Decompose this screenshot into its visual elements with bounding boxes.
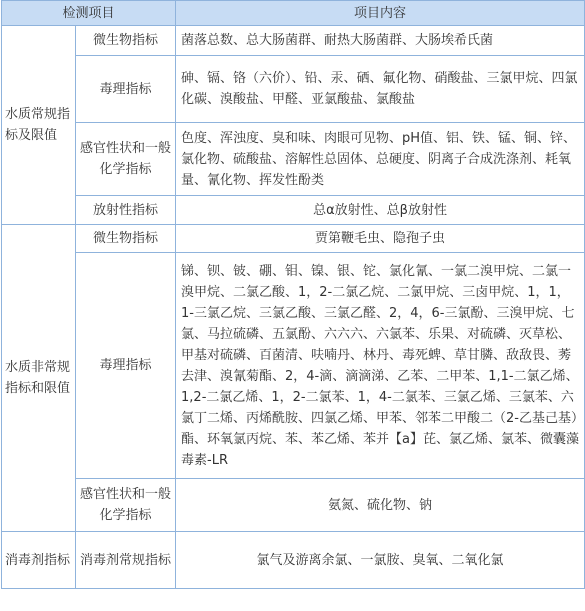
table-row xyxy=(2,56,585,123)
table-header-row xyxy=(2,1,585,26)
table-row xyxy=(2,225,585,253)
category-cell: 消毒剂指标 xyxy=(2,532,76,589)
table-row xyxy=(2,123,585,196)
content-cell: 总α放射性、总β放射性 xyxy=(176,196,585,225)
subcategory-cell: 放射性指标 xyxy=(76,196,176,225)
inspection-items-table xyxy=(1,0,585,589)
subcategory-cell: 感官性状和一般化学指标 xyxy=(76,479,176,532)
table-row xyxy=(2,196,585,225)
subcategory-cell: 感官性状和一般化学指标 xyxy=(76,123,176,196)
subcategory-cell: 微生物指标 xyxy=(76,225,176,253)
content-cell: 氯气及游离余氯、一氯胺、臭氧、二氧化氯 xyxy=(176,532,585,589)
table-row xyxy=(2,26,585,56)
subcategory-cell: 消毒剂常规指标 xyxy=(76,532,176,589)
table-row xyxy=(2,532,585,589)
category-cell: 水质常规指标及限值 xyxy=(2,26,76,225)
content-cell: 氨氮、硫化物、钠 xyxy=(176,479,585,532)
subcategory-cell: 毒理指标 xyxy=(76,253,176,479)
category-cell: 水质非常规指标和限值 xyxy=(2,225,76,532)
content-cell: 菌落总数、总大肠菌群、耐热大肠菌群、大肠埃希氏菌 xyxy=(176,26,585,56)
content-cell: 砷、镉、铬（六价）、铅、汞、硒、氟化物、硝酸盐、三氯甲烷、四氯化碳、溴酸盐、甲醛、亚氯酸盐、氯酸盐 xyxy=(176,56,585,123)
content-cell: 色度、浑浊度、臭和味、肉眼可见物、pH值、铝、铁、锰、铜、锌、氯化物、硫酸盐、溶解性总固体、总硬度、阴离子合成洗涤剂、耗氧量、氰化物、挥发性酚类 xyxy=(176,123,585,196)
header-item-content: 项目内容 xyxy=(176,1,585,26)
table-row xyxy=(2,479,585,532)
content-cell: 锑、钡、铍、硼、钼、镍、银、铊、氯化氰、一氯二溴甲烷、二氯一溴甲烷、二氯乙酸、1，2-二氯乙烷、二氯甲烷、三卤甲烷、1，1，1-三氯乙烷、三氯乙酸、三氯乙醛、2，4，6-三氯酚、三溴甲烷、七氯、马拉硫磷、五氯酚、六六六、六氯苯、乐果、对硫磷、灭草松、甲基对硫磷、百菌清、呋喃丹、林丹、毒死蜱、草甘膦、敌敌畏、莠去津、溴氰菊酯、2，4-滴、滴滴涕、乙苯、二甲苯、1,1-二氯乙烯、1,2-二氯乙烯、1，2-二氯苯、1，4-二氯苯、三氯乙烯、三氯苯、六氯丁二烯、丙烯酰胺、四氯乙烯、甲苯、邻苯二甲酸二（2-乙基己基）酯、环氧氯丙烷、苯、苯乙烯、苯并【a】芘、氯乙烯、氯苯、微囊藻毒素-LR xyxy=(176,253,585,479)
subcategory-cell: 毒理指标 xyxy=(76,56,176,123)
table-row xyxy=(2,253,585,479)
subcategory-cell: 微生物指标 xyxy=(76,26,176,56)
content-cell: 贾第鞭毛虫、隐孢子虫 xyxy=(176,225,585,253)
header-inspection-item: 检测项目 xyxy=(2,1,176,26)
